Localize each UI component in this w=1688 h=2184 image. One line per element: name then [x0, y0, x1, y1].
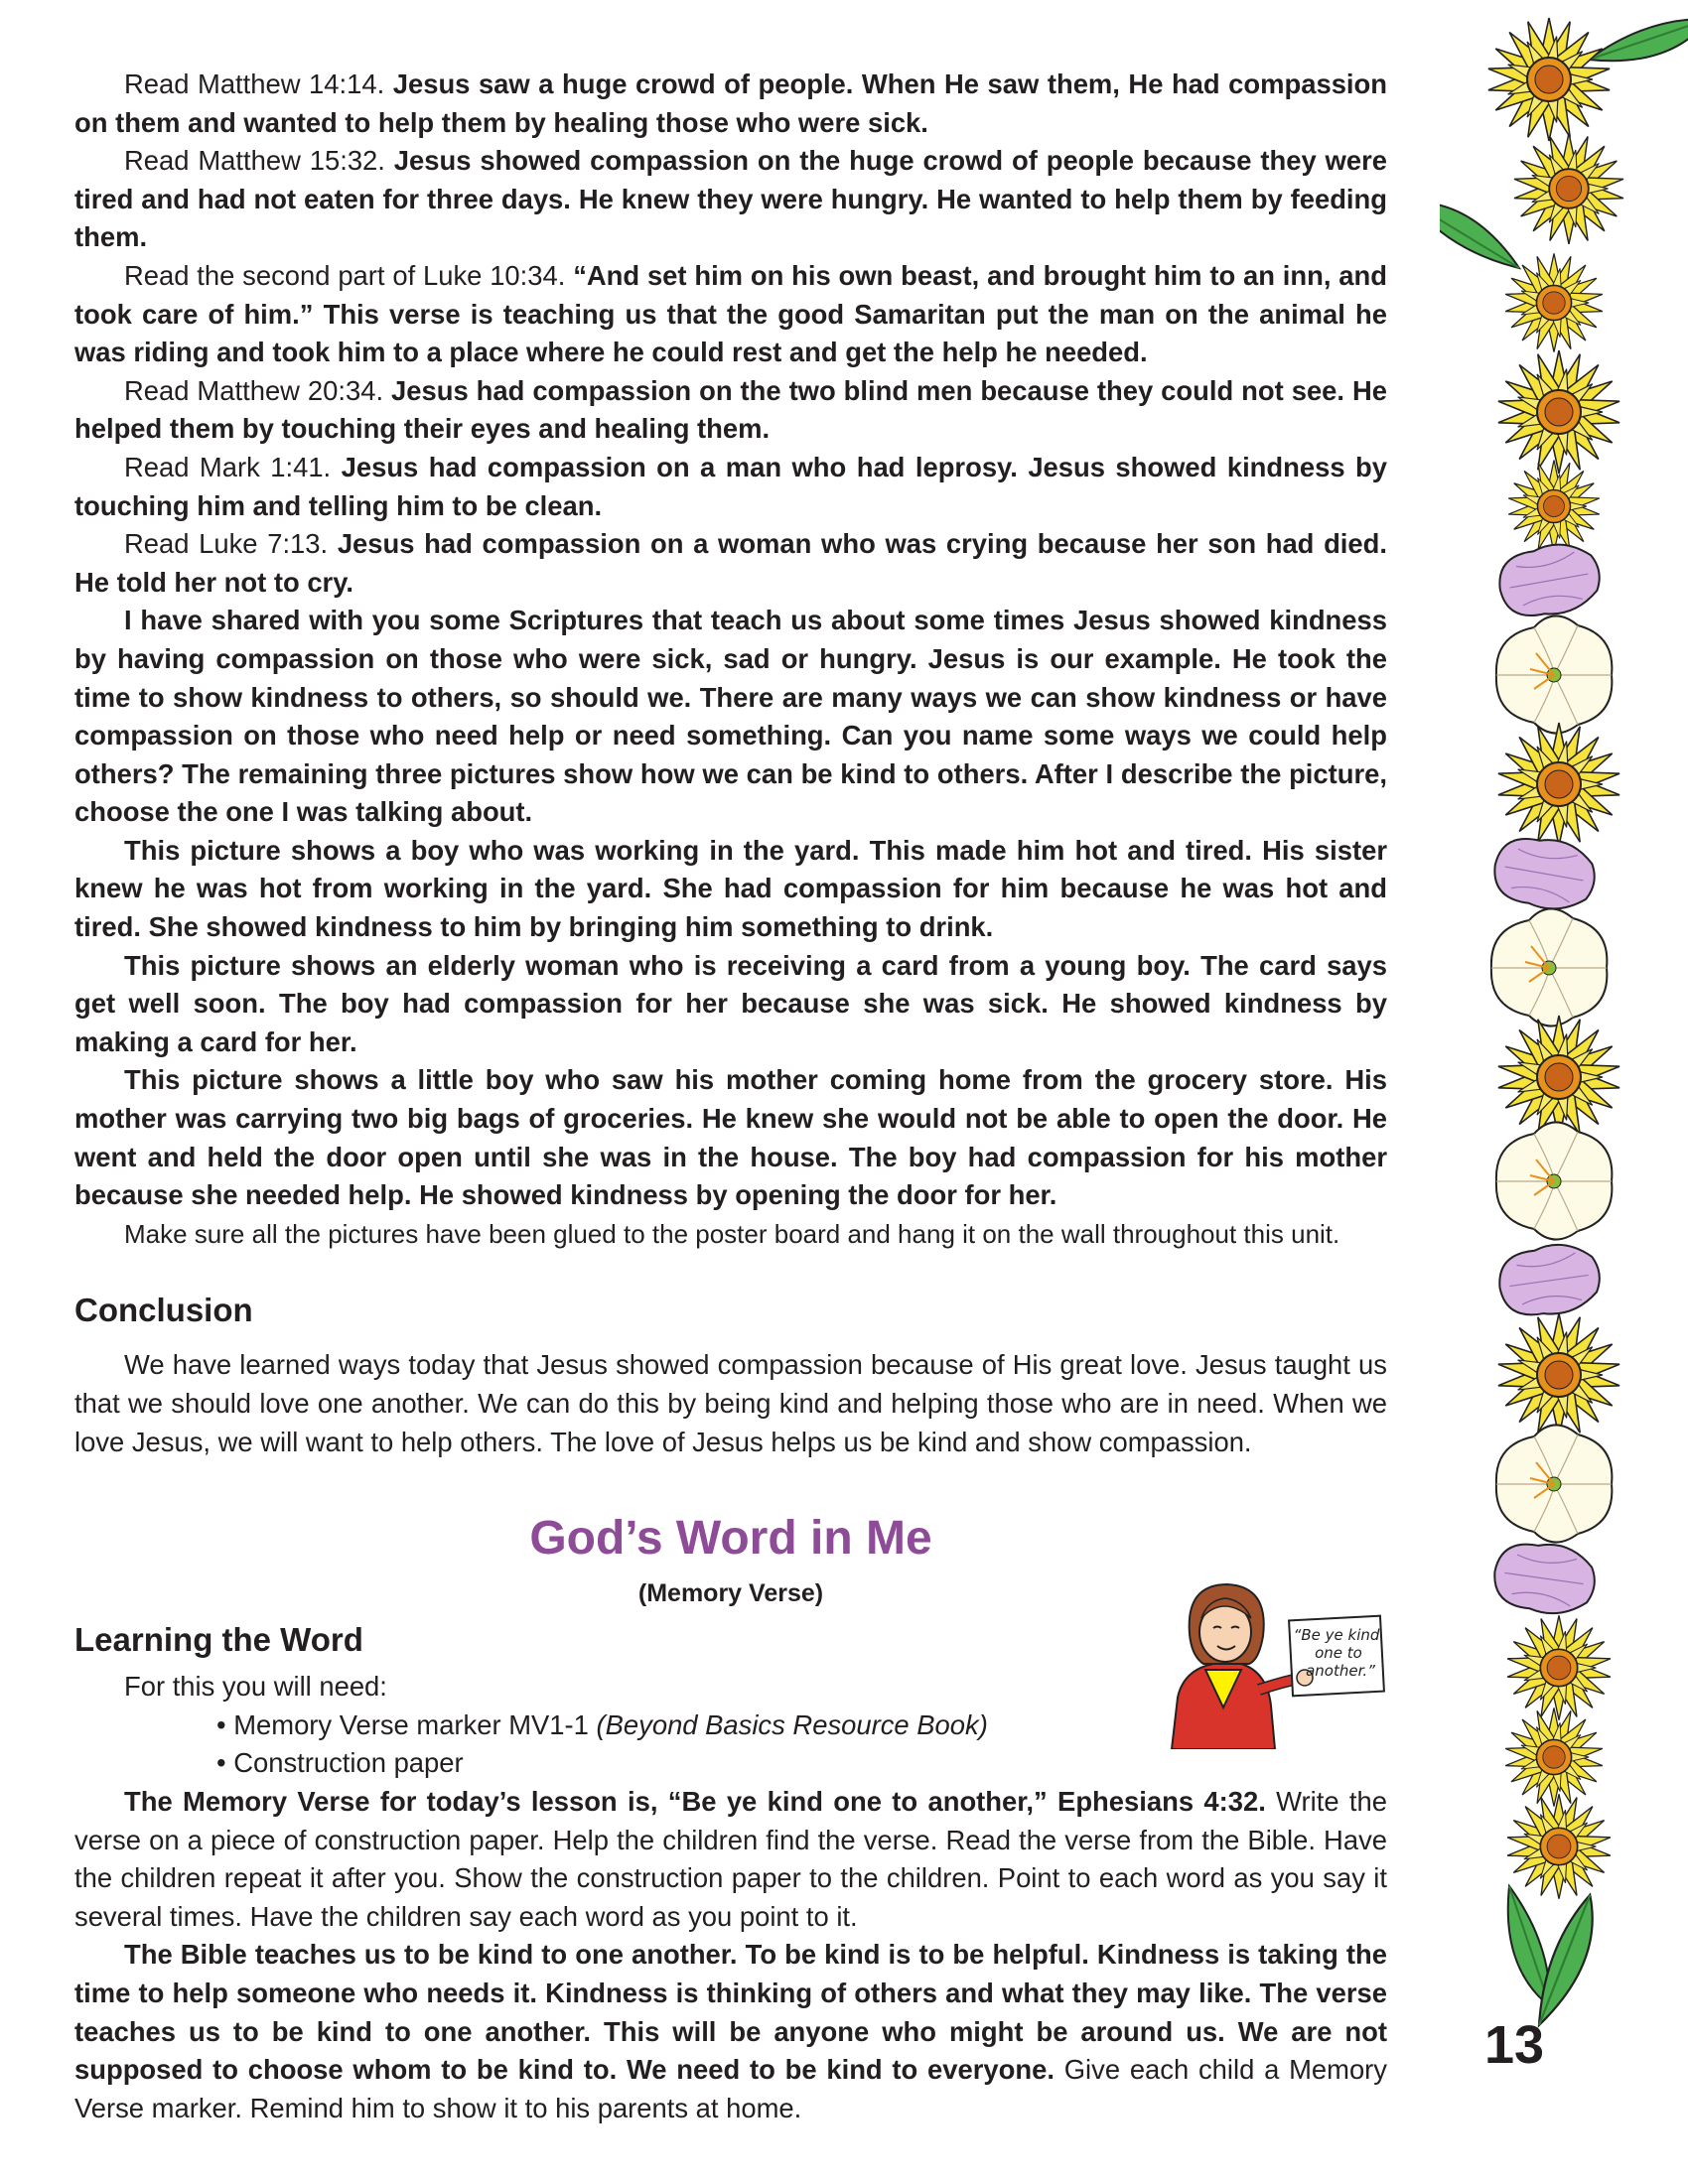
- lily-purple-icon: [1490, 1537, 1600, 1618]
- gods-word-subtitle: (Memory Verse): [637, 1579, 824, 1608]
- leaf-icon: [1440, 175, 1519, 295]
- sunflower-icon: [1506, 1794, 1612, 1898]
- gods-word-title: God’s Word in Me: [529, 1512, 932, 1566]
- conclusion-heading: Conclusion: [74, 1292, 253, 1329]
- bible-teaches-instructions: Give each child a Memory Verse marker. Remind him to show it to his parents at home.: [74, 2054, 1388, 2123]
- scripture-ref: Read Matthew 15:32.: [124, 145, 385, 177]
- list-item-text: Construction paper: [233, 1747, 464, 1779]
- paragraph-text: This picture shows a boy who was working in the yard. This made him hot and tired. His sister knew he was hot from working in the yard. She had compassion for him because he was hot and tired. She showed kindness to him by bringing him something to drink.: [74, 834, 1387, 943]
- lily-purple-icon: [1489, 831, 1600, 916]
- sunflower-icon: [1496, 723, 1620, 846]
- flower-border: [1440, 0, 1688, 2184]
- paragraph-matthew-15: [74, 142, 1387, 257]
- sunflower-icon: [1513, 133, 1625, 244]
- list-item-source: (Beyond Basics Resource Book): [596, 1708, 988, 1740]
- materials-lead: For this you will need:: [124, 1671, 387, 1703]
- scripture-ref: Read Matthew 20:34.: [124, 374, 384, 406]
- page-content: [74, 66, 1387, 2127]
- sunflower-icon: [1496, 350, 1620, 474]
- paragraph-text: This picture shows an elderly woman who is receiving a card from a young boy. The card says get well soon. The boy had compassion for her because she was sick. He showed kindness by making a card for her.: [74, 949, 1387, 1057]
- bible-teaches-paragraph: [74, 1936, 1387, 2127]
- paragraph-text: I have shared with you some Scriptures that teach us about some times Jesus showed kindness by having compassion on those who were sick, sad or hungry. Jesus is our example. He took the time to show kindness to others, so should we. There are many ways we can show kindness or have compassion on those who need help or need something. Can you name some ways we could help others? The remaining three pictures show how we can be kind to others. After I describe the picture, choose the one I was talking about.: [74, 605, 1387, 828]
- paragraph-text: Jesus showed compassion on the huge crowd of people because they were tired and had not eaten for three days. He knew they were hungry. He wanted to help them by feeding them.: [74, 145, 1387, 253]
- memory-verse-instructions: Write the verse on a piece of construction paper. Help the children find the verse. Read the verse from the Bible. Have the children repeat it after you. Show the construction paper to the children. Point to each word as you say it several times. Have the children say each word as you point to it.: [74, 1785, 1387, 1932]
- lily-purple-icon: [1495, 1239, 1605, 1320]
- sunflower-icon: [1496, 1313, 1620, 1436]
- lily-white-icon: [1496, 615, 1612, 733]
- page-number: 13: [1483, 2015, 1545, 2075]
- scripture-ref: Read the second part of Luke 10:34.: [124, 259, 566, 291]
- paragraph-make-sure: Make sure all the pictures have been glued to the poster board and hang it on the wall throughout this unit.: [124, 1218, 1340, 1249]
- paragraph-picture-2: [74, 947, 1387, 1062]
- sunflower-icon: [1506, 1615, 1612, 1719]
- paragraph-picture-3: [74, 1061, 1387, 1214]
- memory-verse-bold: The Memory Verse for today’s lesson is, “Be ye kind one to another,” Ephesians 4:32.: [124, 1785, 1266, 1817]
- memory-verse-paragraph: [74, 1783, 1387, 1936]
- lily-purple-icon: [1494, 538, 1605, 623]
- scripture-ref: Read Mark 1:41.: [124, 451, 332, 482]
- paragraph-mark-1: [74, 449, 1387, 525]
- paragraph-picture-1: [74, 832, 1387, 947]
- paragraph-text: Jesus saw a huge crowd of people. When He saw them, He had compassion on them and wanted to help them by healing those who were sick.: [74, 68, 1387, 138]
- lily-white-icon: [1496, 1425, 1612, 1542]
- sunflower-icon: [1496, 1016, 1620, 1139]
- scripture-ref: Read Luke 7:13.: [124, 528, 329, 560]
- paragraph-matthew-14: [74, 66, 1387, 142]
- leaf-icon: [1589, 0, 1688, 93]
- bible-teaches-bold: The Bible teaches us to be kind to one another. To be kind is to be helpful. Kindness is taking the time to help someone who needs it. Kindness is thinking of others and what they may like. The verse teaches us to be kind to one another. This will be anyone who might be around us. We are not supposed to choose whom to be kind to. We need to be kind to everyone.: [74, 1939, 1387, 2086]
- lily-white-icon: [1491, 908, 1607, 1025]
- lily-white-icon: [1496, 1122, 1612, 1239]
- sign-line-3: another.”: [1306, 1662, 1375, 1680]
- list-item-text: Memory Verse marker MV1-1: [233, 1708, 589, 1740]
- paragraph-shared: [74, 602, 1387, 832]
- list-item: [74, 1744, 1387, 1783]
- scripture-ref: Read Matthew 14:14.: [124, 68, 385, 99]
- paragraph-text: Jesus had compassion on the two blind men because they could not see. He helped them by touching their eyes and healing them.: [74, 374, 1388, 445]
- paragraph-text: “And set him on his own beast, and brought him to an inn, and took care of him.” This verse is teaching us that the good Samaritan put the man on the animal he was riding and took him to a place where he could rest and get the help he needed.: [74, 259, 1387, 368]
- paragraph-text: This picture shows a little boy who saw his mother coming home from the grocery store. His mother was carrying two big bags of groceries. He knew she would not be able to open the door. He went and held the door open until she was in the house. The boy had compassion for his mother because she needed help. He showed kindness by opening the door for her.: [74, 1064, 1387, 1211]
- paragraph-luke-7: [74, 525, 1387, 602]
- sign-line-2: one to: [1315, 1644, 1362, 1662]
- sunflower-icon: [1504, 1707, 1604, 1806]
- paragraph-matthew-20: [74, 372, 1387, 449]
- paragraph-luke-10: [74, 257, 1387, 372]
- paragraph-text: Jesus had compassion on a man who had leprosy. Jesus showed kindness by touching him and telling him to be clean.: [74, 451, 1387, 521]
- sunflower-icon: [1507, 461, 1601, 553]
- learning-heading: Learning the Word: [74, 1621, 363, 1659]
- teacher-with-sign-illustration: [1164, 1578, 1388, 1749]
- sunflower-icon: [1486, 18, 1611, 141]
- paragraph-text: Jesus had compassion on a woman who was crying because her son had died. He told her not to cry.: [74, 528, 1387, 598]
- conclusion-text: We have learned ways today that Jesus showed compassion because of His great love. Jesus taught us that we should love one another. We can do this by being kind and helping those who are in need. When we love Jesus, we will want to help others. The love of Jesus helps us be kind and show compassion.: [74, 1349, 1387, 1457]
- sign-line-1: “Be ye kind: [1293, 1626, 1380, 1644]
